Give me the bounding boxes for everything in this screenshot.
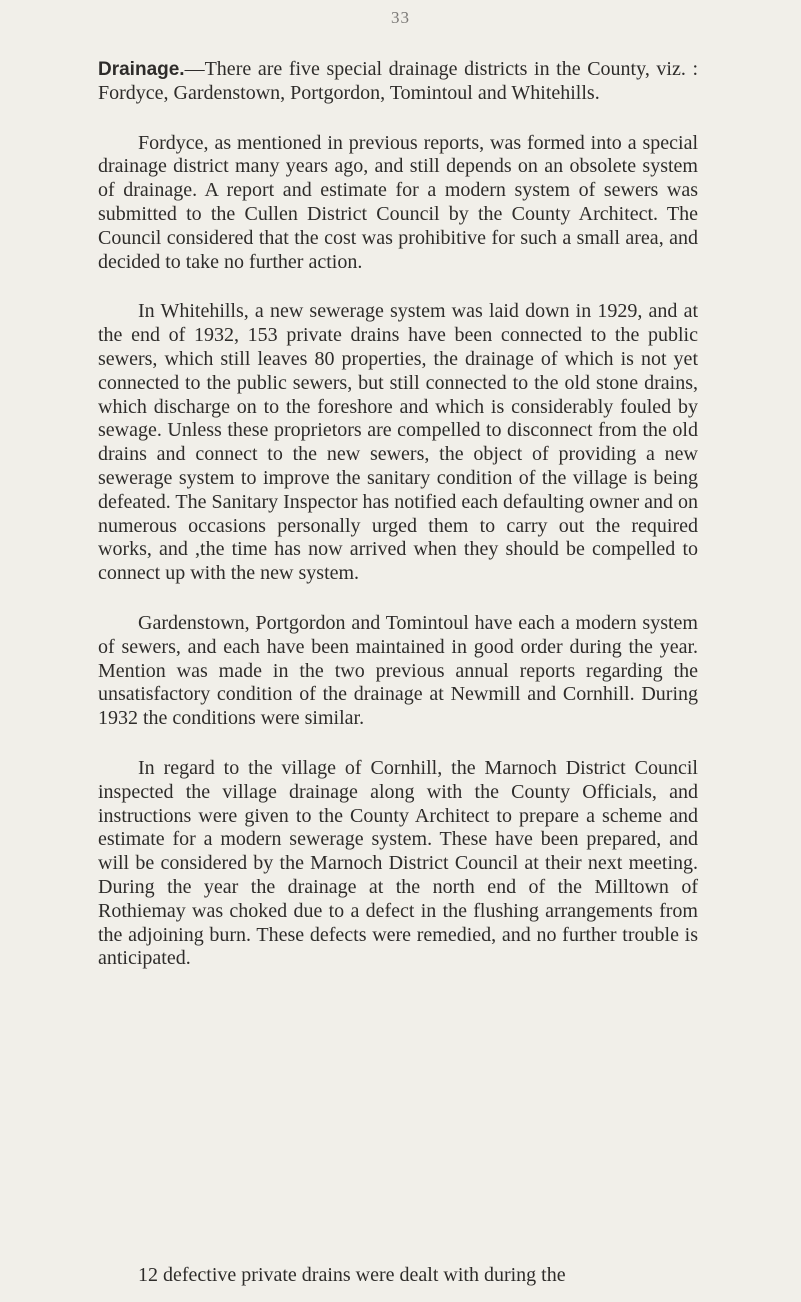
intro-text: —There are five special drainage districts in the County, viz. : Fordyce, Gardenstown, Portgordon, Tomintoul and Whitehills.: [98, 58, 698, 104]
drainage-intro-paragraph: [98, 58, 698, 106]
page-number: 33: [391, 8, 410, 27]
text-column: [98, 58, 698, 997]
paragraph-whitehills: In Whitehills, a new sewerage system was laid down in 1929, and at the end of 1932, 153 private drains have been connected to the public sewers, which still leaves 80 properties, the drainage of which is not yet connected to the public sewers, but still connected to the old stone drains, which discharge on to the foreshore and which is considerably fouled by sewage. Unless these proprietors are compelled to disconnect from the old drains and connect to the new sewers, the object of providing a new sewerage system to improve the sanitary condition of the village is being defeated. The Sanitary Inspector has notified each defaulting owner and on numerous occasions personally urged them to carry out the required works, and ,the time has now arrived when they should be compelled to connect up with the new system.: [98, 300, 698, 585]
paragraph-gardenstown: Gardenstown, Portgordon and Tomintoul have each a modern system of sewers, and each have been maintained in good order during the year. Mention was made in the two previous annual reports regarding the unsatisfactory condition of the drainage at Newmill and Cornhill. During 1932 the conditions were similar.: [98, 611, 698, 730]
paragraph-cornhill: In regard to the village of Cornhill, the Marnoch District Council inspected the village drainage along with the County Officials, and instructions were given to the County Architect to prepare a scheme and estimate for a modern sewerage system. These have been prepared, and will be considered by the Marnoch District Council at their next meeting. During the year the drainage at the north end of the Milltown of Rothiemay was choked due to a defect in the flushing arrangements from the adjoining burn. These defects were remedied, and no further trouble is anticipated.: [98, 756, 698, 970]
continuing-text-line: 12 defective private drains were dealt with during the: [138, 1264, 566, 1286]
section-heading: Drainage.: [98, 59, 185, 80]
paragraph-fordyce: Fordyce, as mentioned in previous reports, was formed into a special drainage district many years ago, and still depends on an obsolete system of drainage. A report and estimate for a modern system of sewers was submitted to the Cullen District Council by the County Architect. The Council considered that the cost was prohibitive for such a small area, and decided to take no further action.: [98, 131, 698, 273]
